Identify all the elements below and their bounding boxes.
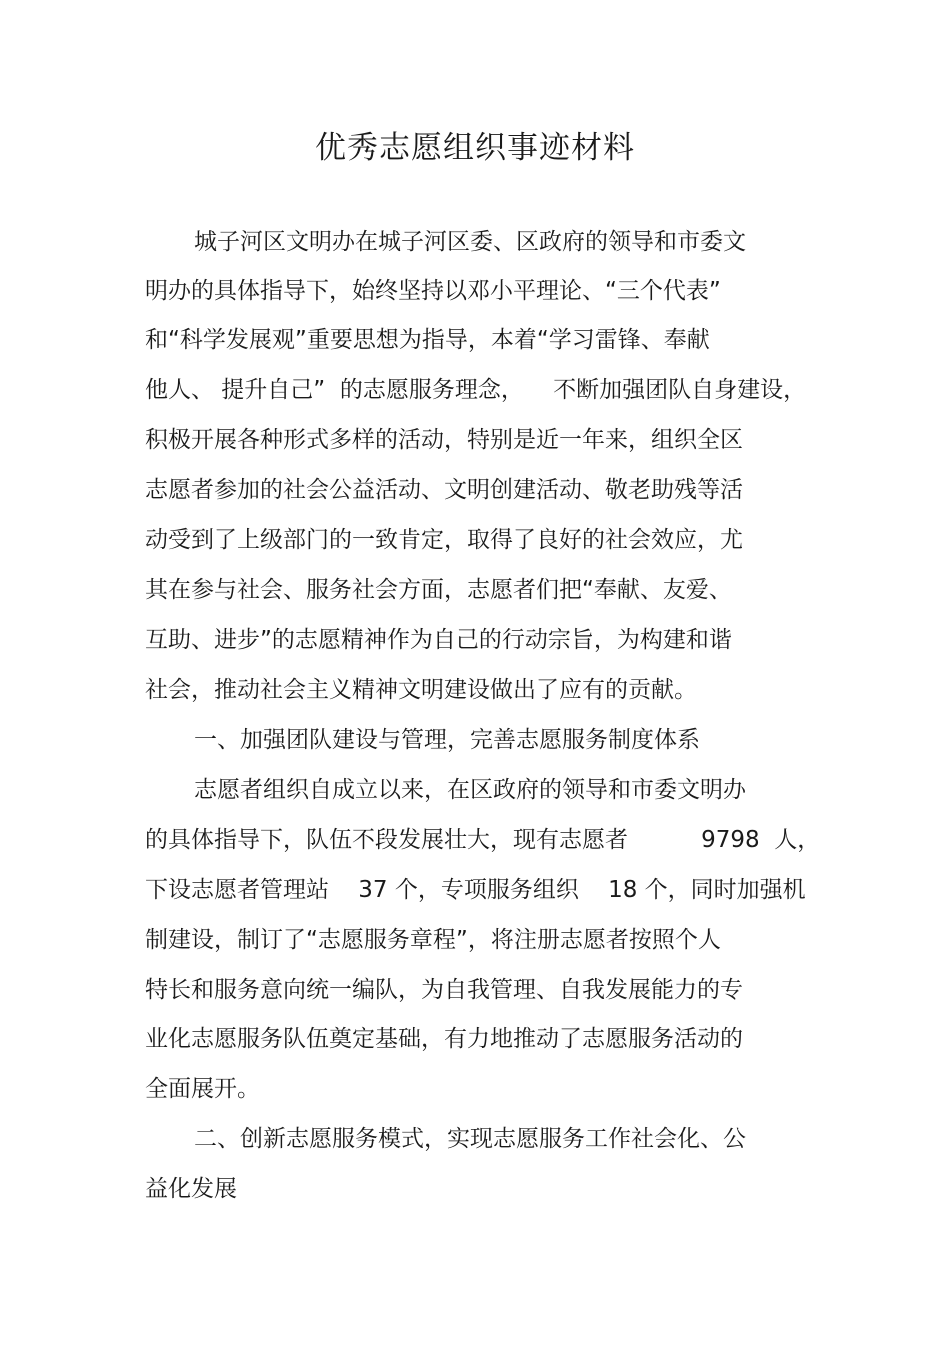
paragraph-line: 志愿者组织自成立以来，在区政府的领导和市委文明办 [194,777,746,803]
section-heading: 一、加强团队建设与管理，完善志愿服务制度体系 [194,727,700,753]
paragraph-line: 积极开展各种形式多样的活动，特别是近一年来，组织全区 [145,427,743,453]
paragraph-line: 制建设，制订了“志愿服务章程”，将注册志愿者按照个人 [145,927,721,953]
paragraph-line: 下设志愿者管理站 37 个，专项服务组织 18 个，同时加强机 [145,877,806,903]
paragraph-line: 其在参与社会、服务社会方面，志愿者们把“奉献、友爱、 [145,577,732,603]
paragraph-line: 业化志愿服务队伍奠定基础，有力地推动了志愿服务活动的 [145,1026,743,1052]
section-heading: 二、创新志愿服务模式，实现志愿服务工作社会化、公 [194,1126,746,1152]
paragraph-line: 他人、 提升自己” 的志愿服务理念， 不断加强团队自身建设， [145,377,807,403]
paragraph-line: 互助、进步”的志愿精神作为自己的行动宗旨，为构建和谐 [145,627,732,653]
paragraph-line: 的具体指导下，队伍不段发展壮大，现有志愿者 9798 人， [145,827,821,853]
paragraph-line: 城子河区文明办在城子河区委、区政府的领导和市委文 [194,229,746,255]
document-title: 优秀志愿组织事迹材料 [315,130,635,166]
paragraph-line: 明办的具体指导下，始终坚持以邓小平理论、“三个代表” [145,278,721,304]
paragraph-line: 志愿者参加的社会公益活动、文明创建活动、敬老助残等活 [145,477,743,503]
paragraph-line: 社会，推动社会主义精神文明建设做出了应有的贡献。 [145,677,697,703]
paragraph-line: 和“科学发展观”重要思想为指导，本着“学习雷锋、奉献 [145,327,710,353]
paragraph-line: 全面展开。 [145,1076,260,1102]
paragraph-line: 特长和服务意向统一编队，为自我管理、自我发展能力的专 [145,977,743,1003]
section-heading-continued: 益化发展 [145,1176,237,1202]
paragraph-line: 动受到了上级部门的一致肯定，取得了良好的社会效应，尤 [145,527,743,553]
